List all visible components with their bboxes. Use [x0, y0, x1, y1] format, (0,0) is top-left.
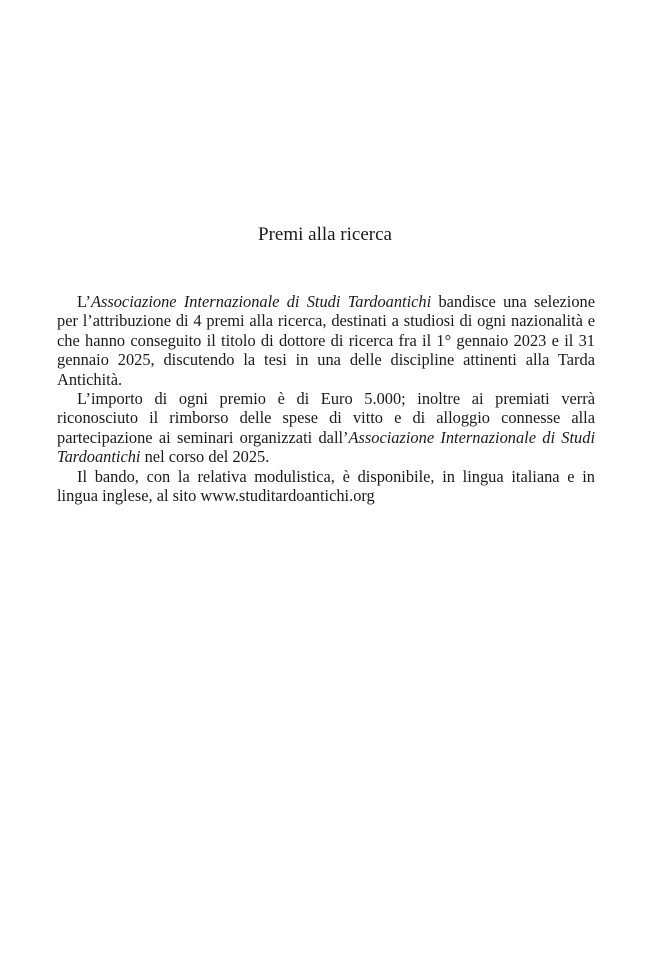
page-title: Premi alla ricerca — [258, 224, 392, 245]
association-name: Associazione Internazionale di Studi Tardoantichi — [90, 292, 432, 311]
paragraph-prize-text-before: L’importo di ogni premio è di Euro 5.000; inoltre ai premiati verrà riconosciuto il rimborso delle spese di vitto e di alloggio connesse alla partecipazione ai seminari organizzati dall’ — [57, 389, 595, 447]
paragraph-intro-text: bandisce una selezione per l’attribuzione di 4 premi alla ricerca, destinati a studiosi di ogni nazionalità e che hanno conseguito il titolo di dottore di ricerca fra il 1° gennaio 2023 e il 31 gennaio 2025, discutendo la tesi in una delle discipline attinenti alla Tarda Antichità. — [57, 292, 595, 389]
paragraph-prize-amount — [57, 389, 595, 467]
paragraph-availability: Il bando, con la relativa modulistica, è disponibile, in lingua italiana e in lingua inglese, al sito www.studitardoantichi.org — [57, 466, 595, 506]
announcement-body — [57, 292, 595, 505]
paragraph-intro-prefix: L’ — [77, 292, 91, 311]
association-name: Associazione Internazionale di Studi Tardoantichi — [57, 427, 595, 467]
paragraph-prize-text-after: nel corso del 2025. — [140, 447, 270, 467]
paragraph-intro — [57, 292, 595, 389]
